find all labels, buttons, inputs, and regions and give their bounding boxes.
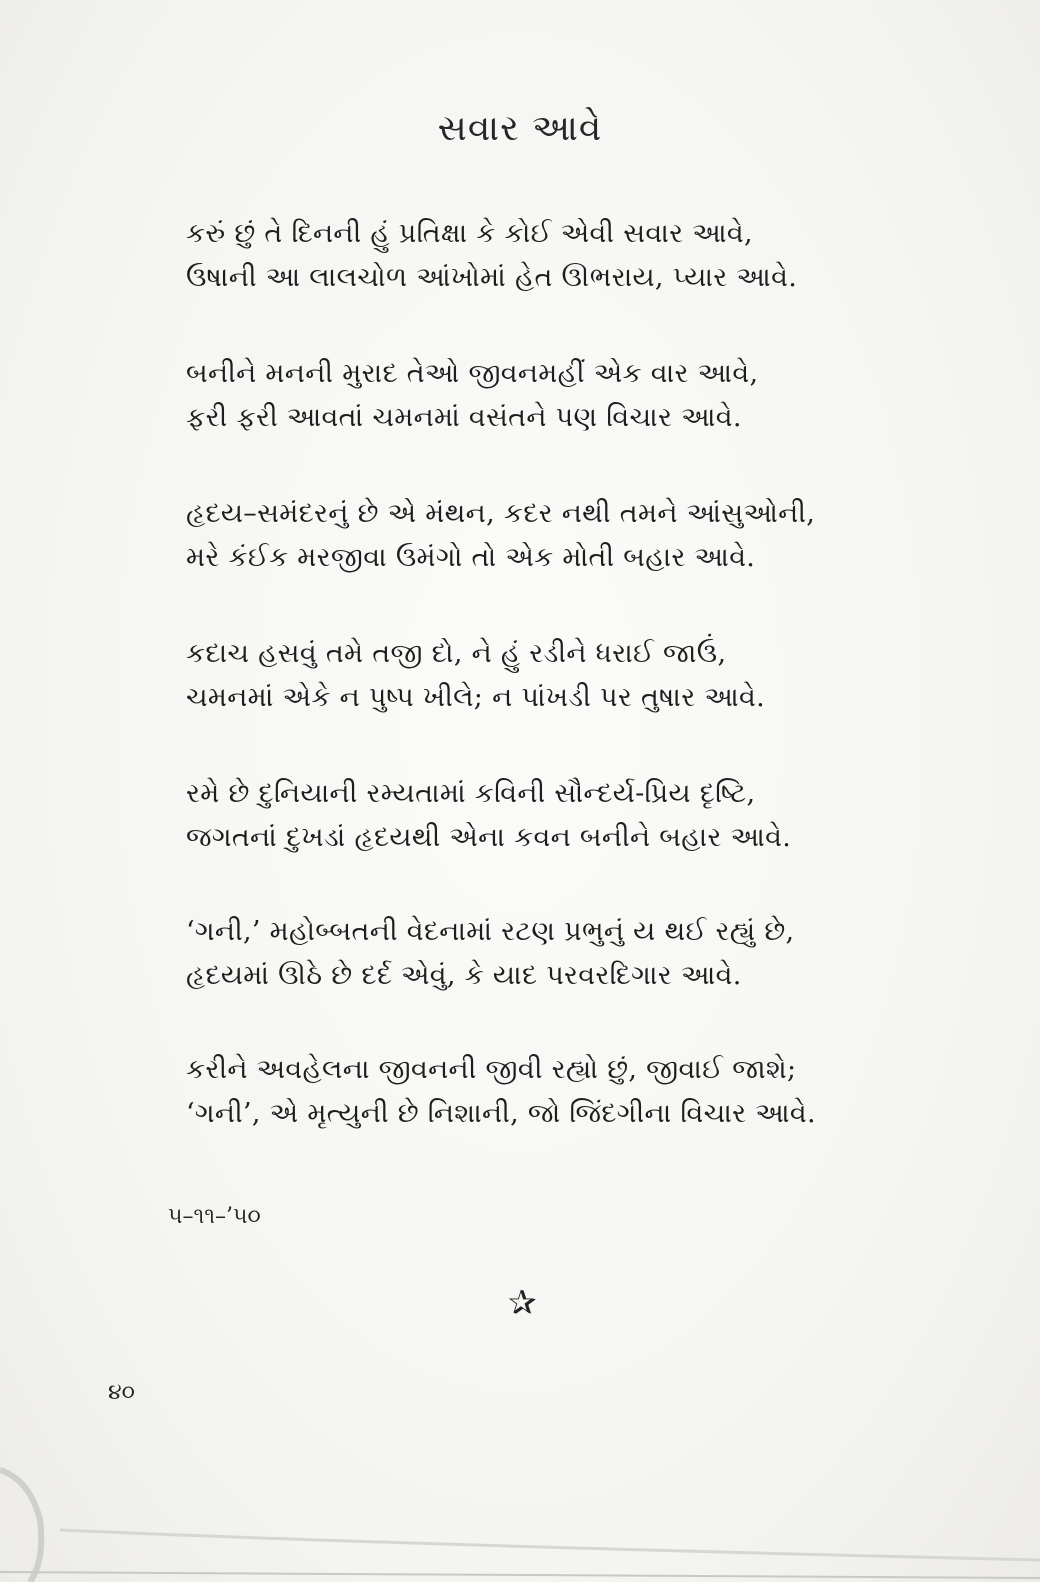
stanza-line: કરું છું તે દિનની હું પ્રતિક્ષા કે કોઈ એવી સવાર આવે, bbox=[186, 218, 753, 249]
stanza-line: રમે છે દુનિયાની રમ્યતામાં કવિની સૌન્દર્ય-પ્રિય દૃષ્ટિ, bbox=[186, 778, 756, 809]
stanza-line: જગતનાં દુખડાં હૃદયથી એના કવન બનીને બહાર આવે. bbox=[186, 822, 792, 853]
page-number: ૪૦ bbox=[108, 1380, 135, 1405]
stanza-line: ચમનમાં એકે ન પુષ્પ ખીલે; ન પાંખડી પર તુષાર આવે. bbox=[186, 682, 765, 713]
stanza-line: ઉષાની આ લાલચોળ આંખોમાં હેત ઊભરાય, પ્યાર આવે. bbox=[186, 262, 798, 293]
stanza-line: કરીને અવહેલના જીવનની જીવી રહ્યો છું, જીવાઈ જાશે; bbox=[186, 1054, 797, 1085]
stanza-line: બનીને મનની મુરાદ તેઓ જીવનમહીં એક વાર આવે, bbox=[186, 358, 759, 389]
poem-title: સવાર આવે bbox=[437, 108, 603, 149]
stanza-line: મરે કંઈક મરજીવા ઉમંગો તો એક મોતી બહાર આવે. bbox=[186, 542, 756, 573]
star-ornament-icon: ✰ bbox=[508, 1283, 537, 1323]
stanza-line: હૃદય–સમંદરનું છે એ મંથન, કદર નથી તમને આંસુઓની, bbox=[186, 498, 816, 529]
poem-date: ૫–૧૧–’૫૦ bbox=[168, 1204, 261, 1229]
stanza-line: ફરી ફરી આવતાં ચમનમાં વસંતને પણ વિચાર આવે. bbox=[186, 402, 742, 433]
stanza-line: કદાચ હસવું તમે તજી દો, ને હું રડીને ધરાઈ જાઉં, bbox=[186, 638, 727, 669]
stanza-line: ‘ગની’, એ મૃત્યુની છે નિશાની, જો જિંદગીના વિચાર આવે. bbox=[186, 1098, 816, 1129]
stanza-line: ‘ગની,’ મહોબ્બતની વેદનામાં રટણ પ્રભુનું ય થઈ રહ્યું છે, bbox=[186, 916, 795, 947]
stanza-line: હૃદયમાં ઊઠે છે દર્દ એવું, કે યાદ પરવરદિગાર આવે. bbox=[186, 960, 742, 991]
